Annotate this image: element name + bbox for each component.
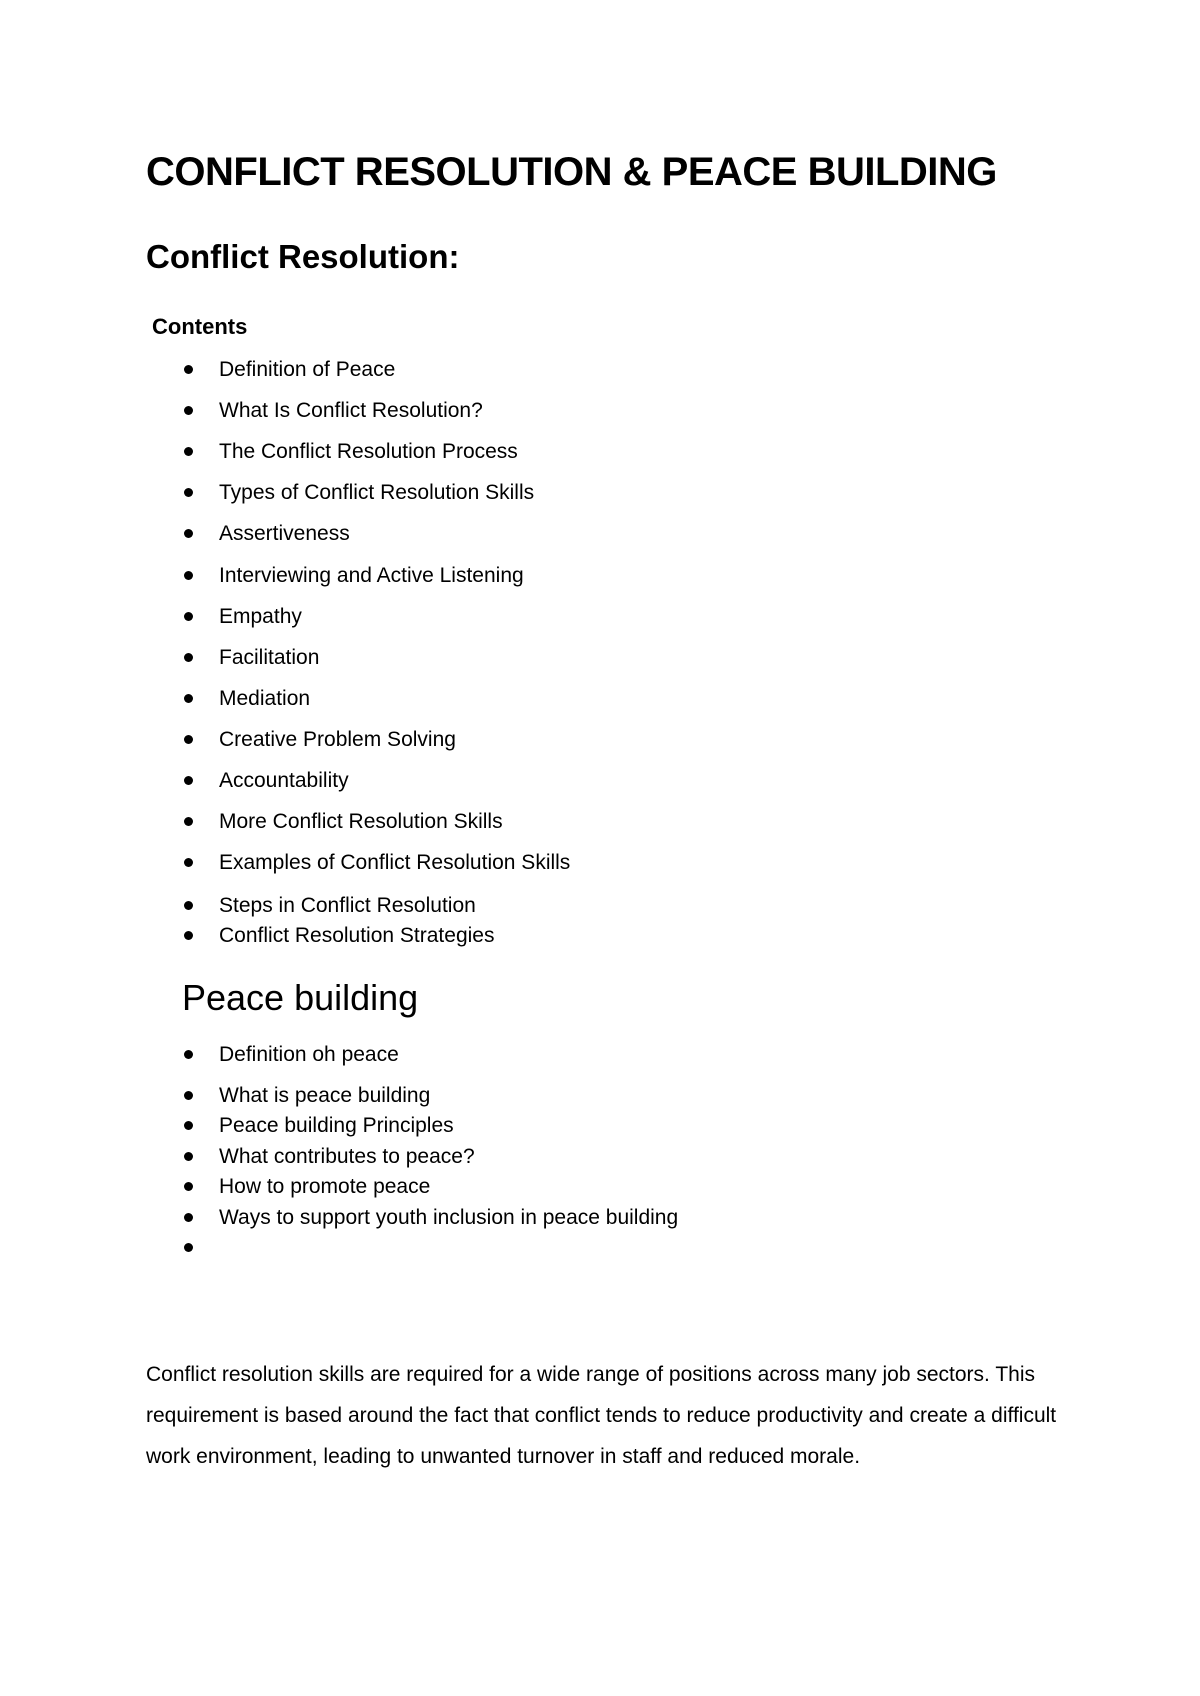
bullet-icon: [184, 406, 193, 415]
bullet-icon: [184, 735, 193, 744]
list-item-text: Conflict Resolution Strategies: [219, 924, 495, 947]
list-item: [0, 1041, 1000, 1069]
list-item: [0, 1143, 1000, 1171]
bullet-icon: [184, 1182, 193, 1191]
list-item-text: More Conflict Resolution Skills: [219, 810, 503, 833]
list-item-text: Creative Problem Solving: [219, 728, 456, 751]
bullet-icon: [184, 1091, 193, 1100]
list-item: [0, 1173, 1000, 1201]
list-item: [0, 1112, 1000, 1140]
list-item: [0, 849, 1000, 877]
list-item: [0, 892, 1000, 920]
list-item-text: Types of Conflict Resolution Skills: [219, 481, 535, 504]
list-item: [0, 356, 1000, 384]
bullet-icon: [184, 653, 193, 662]
bullet-icon: [184, 488, 193, 497]
list-item: [0, 808, 1000, 836]
list-item-text: The Conflict Resolution Process: [219, 440, 518, 463]
document-title: CONFLICT RESOLUTION & PEACE BUILDING: [146, 150, 997, 194]
list-item-text: Mediation: [219, 687, 311, 710]
list-item-text: Examples of Conflict Resolution Skills: [219, 851, 571, 874]
bullet-icon: [184, 931, 193, 940]
list-item: [0, 922, 1000, 950]
list-item-text: Peace building Principles: [219, 1114, 454, 1137]
bullet-icon: [184, 858, 193, 867]
list-item: [0, 726, 1000, 754]
list-item: [0, 767, 1000, 795]
list-item: [0, 1234, 1000, 1262]
bullet-icon: [184, 1213, 193, 1222]
list-item-text: Definition oh peace: [219, 1043, 399, 1066]
section-title-conflict-resolution: Conflict Resolution:: [146, 238, 460, 275]
section-title-peace-building: Peace building: [182, 977, 419, 1018]
list-item: [0, 520, 1000, 548]
list-item-text: Interviewing and Active Listening: [219, 564, 524, 587]
list-item: [0, 603, 1000, 631]
list-item-text: Ways to support youth inclusion in peace building: [219, 1206, 679, 1229]
list-item-text: Empathy: [219, 605, 302, 628]
list-item-text: Steps in Conflict Resolution: [219, 894, 476, 917]
body-paragraph: Conflict resolution skills are required for a wide range of positions across many job sectors. This requirement is based around the fact that conflict tends to reduce productivity and create a difficult work environment, leading to unwanted turnover in staff and reduced morale.: [146, 1363, 1057, 1468]
bullet-icon: [184, 447, 193, 456]
bullet-icon: [184, 1050, 193, 1059]
list-item: [0, 1204, 1000, 1232]
bullet-icon: [184, 1243, 193, 1252]
list-item: [0, 685, 1000, 713]
bullet-icon: [184, 529, 193, 538]
bullet-icon: [184, 571, 193, 580]
list-item-text: What contributes to peace?: [219, 1145, 475, 1168]
list-item: [0, 1082, 1000, 1110]
list-item-text: What is peace building: [219, 1084, 431, 1107]
list-item-text: Assertiveness: [219, 522, 350, 545]
bullet-icon: [184, 1152, 193, 1161]
list-item: [0, 479, 1000, 507]
bullet-icon: [184, 776, 193, 785]
list-item: [0, 397, 1000, 425]
list-item: [0, 562, 1000, 590]
list-item: [0, 438, 1000, 466]
bullet-icon: [184, 612, 193, 621]
list-item-text: How to promote peace: [219, 1175, 431, 1198]
bullet-icon: [184, 817, 193, 826]
contents-heading: Contents: [152, 314, 248, 339]
list-item-text: Facilitation: [219, 646, 320, 669]
bullet-icon: [184, 1121, 193, 1130]
bullet-icon: [184, 694, 193, 703]
list-item-text: What Is Conflict Resolution?: [219, 399, 483, 422]
list-item-text: Definition of Peace: [219, 358, 396, 381]
bullet-icon: [184, 901, 193, 910]
bullet-icon: [184, 365, 193, 374]
list-item-text: Accountability: [219, 769, 349, 792]
list-item: [0, 644, 1000, 672]
